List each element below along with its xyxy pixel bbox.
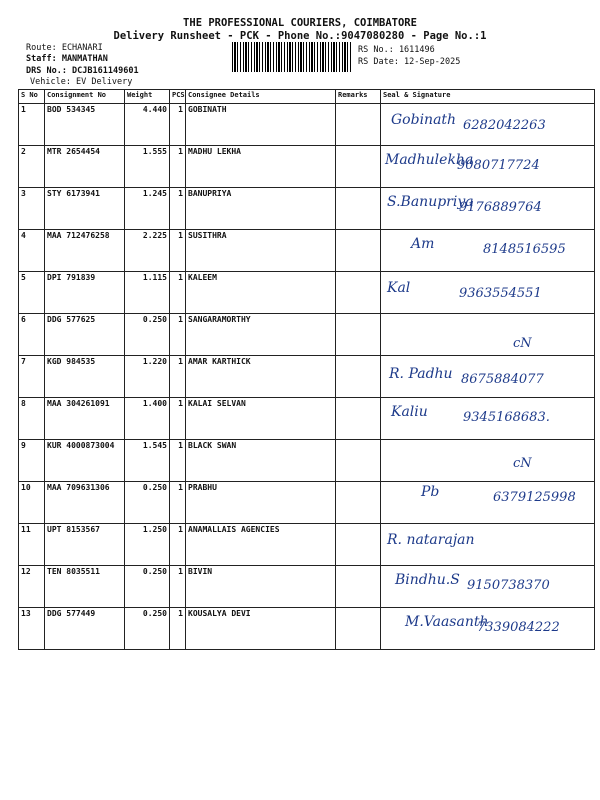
- consignment-number: DDG 577449: [45, 608, 125, 650]
- table-header-row: [19, 90, 595, 104]
- pieces: 1: [170, 608, 186, 650]
- runsheet-subtitle: Delivery Runsheet - PCK - Phone No.:9047080280 - Page No.:1: [113, 30, 487, 42]
- consignee-name: PRABHU: [186, 482, 336, 524]
- rs-date: RS Date: 12-Sep-2025: [358, 57, 461, 67]
- consignee-name: AMAR KARTHICK: [186, 356, 336, 398]
- col-header-signature: Seal & Signature: [381, 90, 595, 104]
- signature-cell: [381, 104, 595, 146]
- weight: 1.400: [125, 398, 170, 440]
- serial-number: 8: [19, 398, 45, 440]
- consignee-name: BLACK SWAN: [186, 440, 336, 482]
- consignee-name: KALEEM: [186, 272, 336, 314]
- signature: S.Banupriya: [387, 194, 474, 210]
- handwritten-phone: 7339084222: [477, 620, 560, 635]
- handwritten-phone: cN: [513, 456, 532, 471]
- consignee-name: BIVIN: [186, 566, 336, 608]
- table-row: [19, 314, 595, 356]
- staff-label: Staff: MANMATHAN: [26, 54, 108, 64]
- signature-cell: [381, 146, 595, 188]
- signature-cell: [381, 188, 595, 230]
- weight: 1.555: [125, 146, 170, 188]
- table-row: [19, 608, 595, 650]
- consignee-name: GOBINATH: [186, 104, 336, 146]
- remarks: [336, 356, 381, 398]
- col-header-remarks: Remarks: [336, 90, 381, 104]
- consignment-number: UPT 8153567: [45, 524, 125, 566]
- consignee-name: SANGARAMORTHY: [186, 314, 336, 356]
- drs-label: DRS No.: DCJB161149601: [26, 66, 139, 76]
- table-row: [19, 272, 595, 314]
- consignment-number: TEN 8035511: [45, 566, 125, 608]
- serial-number: 1: [19, 104, 45, 146]
- col-header-consignee: Consignee Details: [186, 90, 336, 104]
- handwritten-phone: 9363554551: [459, 286, 542, 301]
- remarks: [336, 398, 381, 440]
- col-header-pcs: PCS: [170, 90, 186, 104]
- signature: Kaliu: [391, 404, 428, 420]
- consignment-number: MTR 2654454: [45, 146, 125, 188]
- pieces: 1: [170, 356, 186, 398]
- handwritten-phone: 9080717724: [457, 158, 540, 173]
- remarks: [336, 482, 381, 524]
- table-row: [19, 482, 595, 524]
- weight: 0.250: [125, 566, 170, 608]
- signature: Gobinath: [391, 112, 457, 128]
- table-row: [19, 230, 595, 272]
- signature: Kal: [387, 280, 411, 296]
- runsheet-table: [18, 89, 595, 650]
- col-header-weight: Weight: [125, 90, 170, 104]
- rs-number: RS No.: 1611496: [358, 45, 435, 55]
- serial-number: 6: [19, 314, 45, 356]
- signature: Bindhu.S: [395, 572, 460, 588]
- remarks: [336, 188, 381, 230]
- company-title: THE PROFESSIONAL COURIERS, COIMBATORE: [183, 17, 417, 29]
- consignee-name: BANUPRIYA: [186, 188, 336, 230]
- weight: 4.440: [125, 104, 170, 146]
- consignment-number: MAA 712476258: [45, 230, 125, 272]
- consignment-number: KGD 984535: [45, 356, 125, 398]
- signature-cell: [381, 314, 595, 356]
- remarks: [336, 272, 381, 314]
- weight: 1.115: [125, 272, 170, 314]
- col-header-sno: S No: [19, 90, 45, 104]
- col-header-consignment: Consignment No: [45, 90, 125, 104]
- signature-cell: [381, 566, 595, 608]
- pieces: 1: [170, 440, 186, 482]
- signature-cell: [381, 608, 595, 650]
- consignee-name: KOUSALYA DEVI: [186, 608, 336, 650]
- handwritten-phone: 9150738370: [467, 578, 550, 593]
- signature: Pb: [421, 484, 440, 500]
- signature-cell: [381, 440, 595, 482]
- weight: 0.250: [125, 314, 170, 356]
- signature-cell: [381, 230, 595, 272]
- table-row: [19, 104, 595, 146]
- table-row: [19, 566, 595, 608]
- consignment-number: MAA 304261091: [45, 398, 125, 440]
- handwritten-phone: 9176889764: [459, 200, 542, 215]
- signature: M.Vaasanth: [405, 614, 489, 630]
- serial-number: 2: [19, 146, 45, 188]
- pieces: 1: [170, 314, 186, 356]
- signature: Madhulekha: [385, 152, 474, 168]
- pieces: 1: [170, 188, 186, 230]
- pieces: 1: [170, 104, 186, 146]
- signature-cell: [381, 272, 595, 314]
- handwritten-phone: cN: [513, 336, 532, 351]
- serial-number: 10: [19, 482, 45, 524]
- serial-number: 11: [19, 524, 45, 566]
- remarks: [336, 314, 381, 356]
- pieces: 1: [170, 524, 186, 566]
- consignment-number: DDG 577625: [45, 314, 125, 356]
- consignment-number: BOD 534345: [45, 104, 125, 146]
- vehicle-label: Vehicle: EV Delivery: [30, 77, 133, 87]
- weight: 1.220: [125, 356, 170, 398]
- remarks: [336, 104, 381, 146]
- weight: 1.250: [125, 524, 170, 566]
- consignment-number: DPI 791839: [45, 272, 125, 314]
- serial-number: 5: [19, 272, 45, 314]
- handwritten-phone: 6282042263: [463, 118, 546, 133]
- consignee-name: MADHU LEKHA: [186, 146, 336, 188]
- weight: 0.250: [125, 482, 170, 524]
- consignee-name: KALAI SELVAN: [186, 398, 336, 440]
- consignment-number: MAA 709631306: [45, 482, 125, 524]
- table-row: [19, 356, 595, 398]
- pieces: 1: [170, 566, 186, 608]
- pieces: 1: [170, 398, 186, 440]
- table-row: [19, 524, 595, 566]
- consignee-name: SUSITHRA: [186, 230, 336, 272]
- signature-cell: [381, 524, 595, 566]
- weight: 1.245: [125, 188, 170, 230]
- serial-number: 13: [19, 608, 45, 650]
- weight: 2.225: [125, 230, 170, 272]
- table-row: [19, 398, 595, 440]
- barcode: [232, 42, 352, 72]
- pieces: 1: [170, 272, 186, 314]
- pieces: 1: [170, 146, 186, 188]
- table-row: [19, 146, 595, 188]
- handwritten-phone: 6379125998: [493, 490, 576, 505]
- remarks: [336, 566, 381, 608]
- remarks: [336, 146, 381, 188]
- remarks: [336, 230, 381, 272]
- signature: R. natarajan: [387, 532, 475, 548]
- consignment-number: KUR 4000873004: [45, 440, 125, 482]
- signature-cell: [381, 398, 595, 440]
- handwritten-phone: 8675884077: [461, 372, 544, 387]
- route-label: Route: ECHANARI: [26, 43, 103, 53]
- pieces: 1: [170, 230, 186, 272]
- pieces: 1: [170, 482, 186, 524]
- handwritten-phone: 9345168683.: [463, 410, 550, 425]
- consignee-name: ANAMALLAIS AGENCIES: [186, 524, 336, 566]
- table-row: [19, 188, 595, 230]
- serial-number: 3: [19, 188, 45, 230]
- serial-number: 9: [19, 440, 45, 482]
- table-row: [19, 440, 595, 482]
- weight: 0.250: [125, 608, 170, 650]
- remarks: [336, 608, 381, 650]
- remarks: [336, 524, 381, 566]
- serial-number: 12: [19, 566, 45, 608]
- remarks: [336, 440, 381, 482]
- signature: R. Padhu: [389, 366, 453, 382]
- consignment-number: STY 6173941: [45, 188, 125, 230]
- signature-cell: [381, 482, 595, 524]
- signature: Am: [411, 236, 435, 252]
- serial-number: 7: [19, 356, 45, 398]
- weight: 1.545: [125, 440, 170, 482]
- handwritten-phone: 8148516595: [483, 242, 566, 257]
- serial-number: 4: [19, 230, 45, 272]
- signature-cell: [381, 356, 595, 398]
